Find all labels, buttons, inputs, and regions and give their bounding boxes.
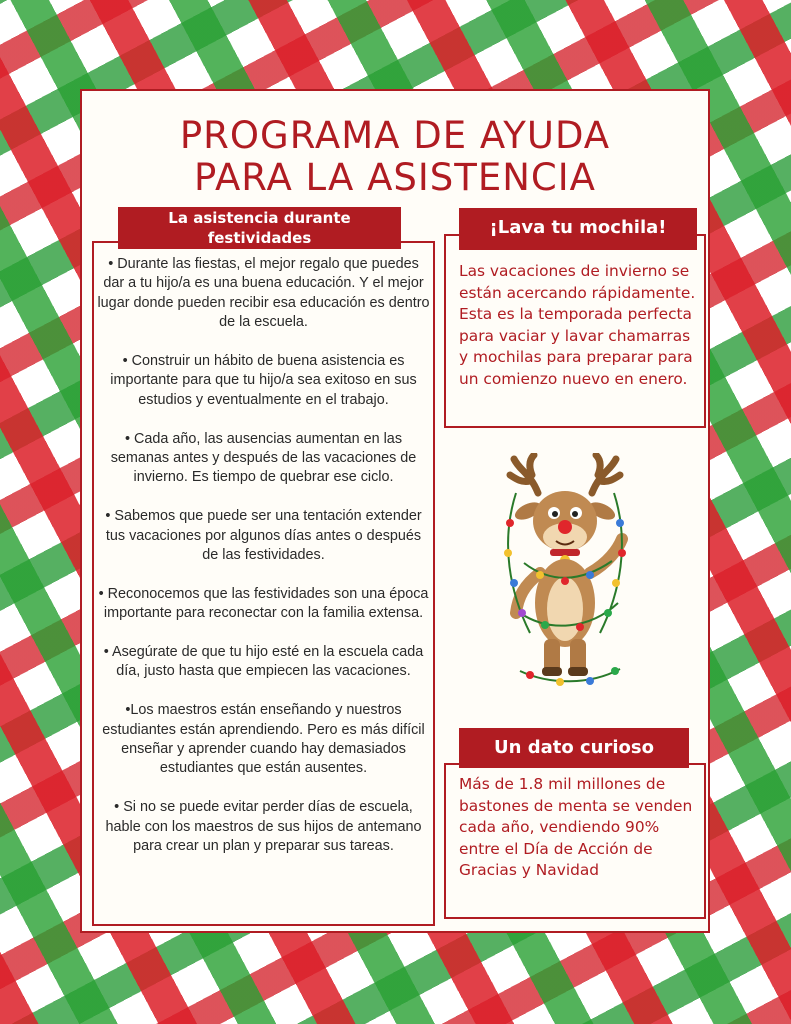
- list-item: • Durante las fiestas, el mejor regalo que puedes dar a tu hijo/a es una buena educación. Y el mejor lugar donde pueden recibir esa educación es dentro de la escuela.: [97, 256, 430, 331]
- list-item: • Construir un hábito de buena asistencia es importante para que tu hijo/a sea exitoso en sus estudios y eventualmente en el trabajo.: [110, 353, 417, 408]
- backpack-text: Las vacaciones de invierno se están acercando rápidamente. Esta es la temporada perfecta para vaciar y lavar chamarras y mochilas para preparar para un comienzo nuevo en enero.: [459, 262, 696, 388]
- fact-heading: Un dato curioso: [459, 728, 689, 768]
- list-item: • Sabemos que puede ser una tentación extender tus vacaciones por algunos días antes o después de las festividades.: [105, 508, 422, 564]
- attendance-heading: La asistencia durante festividades: [118, 207, 401, 249]
- title-line-2: PARA LA ASISTENCIA: [194, 156, 596, 199]
- page-title: [82, 115, 708, 199]
- list-item: • Reconocemos que las festividades son una época importante para reconectar con la familia extensa.: [98, 585, 429, 622]
- flyer-sheet: [80, 89, 710, 933]
- backpack-heading: ¡Lava tu mochila!: [459, 208, 697, 250]
- fact-text: Más de 1.8 mil millones de bastones de menta se venden cada año, vendiendo 90% entre el Día de Acción de Gracias y Navidad: [459, 775, 693, 879]
- title-line-1: PROGRAMA DE AYUDA: [179, 114, 611, 157]
- list-item: • Si no se puede evitar perder días de escuela, hable con los maestros de sus hijos de antemano para crear un plan y preparar sus tareas.: [105, 799, 422, 855]
- list-item: •Los maestros están enseñando y nuestros estudiantes están aprendiendo. Pero es más difícil enseñar y aprender cuando hay demasiados estudiantes que están ausentes.: [102, 702, 425, 777]
- list-item: • Asegúrate de que tu hijo esté en la escuela cada día, justo hasta que empiecen las vacaciones.: [103, 644, 424, 680]
- attendance-list: [96, 255, 431, 876]
- list-item: • Cada año, las ausencias aumentan en las semanas antes y después de las vacaciones de invierno. Es tiempo de quebrar ese ciclo.: [110, 430, 417, 486]
- reindeer-with-lights-icon: [490, 453, 640, 693]
